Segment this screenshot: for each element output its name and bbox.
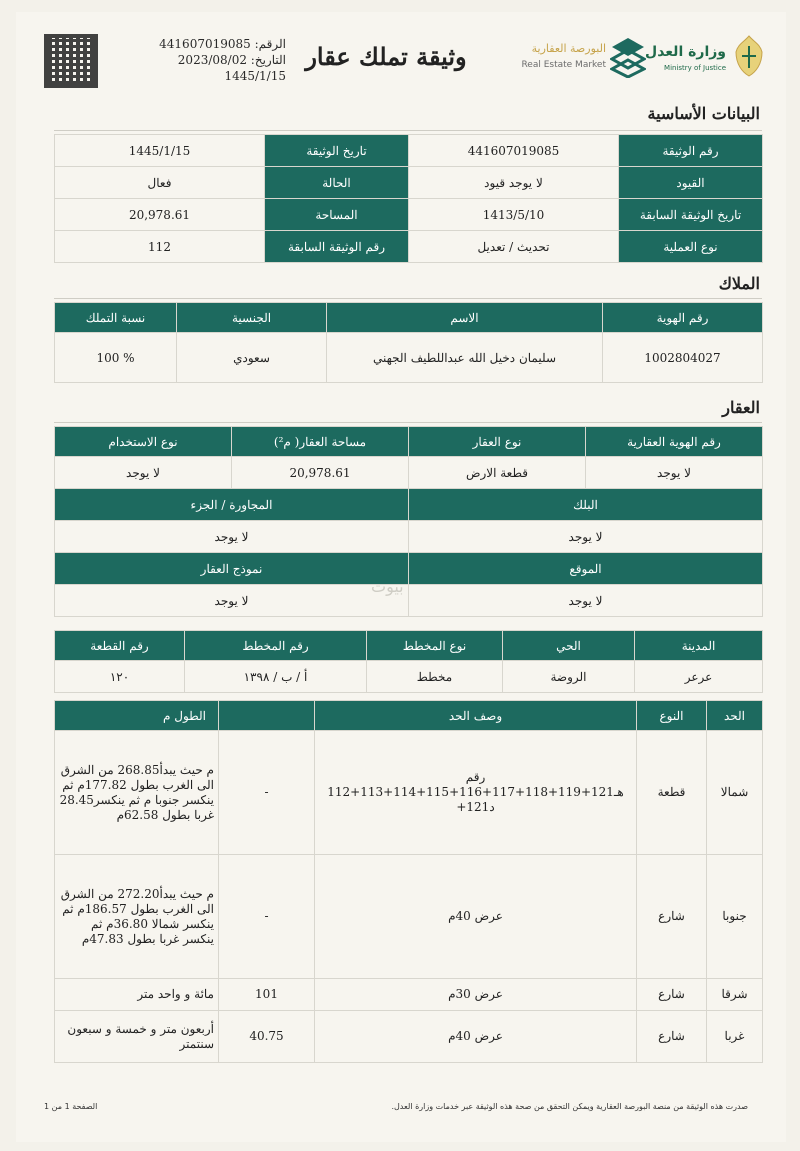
bound-description: عرض 40م (315, 1011, 637, 1063)
market-name-ar: البورصة العقارية (531, 42, 606, 55)
basic-data-table (54, 134, 763, 263)
nationality-value: سعودي (177, 333, 327, 383)
table-row (55, 521, 763, 553)
bound-length-header-blank (219, 701, 315, 731)
moj-name-ar: وزارة العدل (645, 44, 726, 60)
document-date-gregorian: 2023/08/02 (177, 53, 247, 67)
table-row (55, 661, 763, 693)
table-header-row (55, 553, 763, 585)
restrictions-value: لا يوجد قيود (409, 167, 619, 199)
moj-name-en: Ministry of Justice (664, 64, 726, 72)
real-estate-market-logo (516, 34, 646, 84)
table-row (55, 1011, 763, 1063)
divider (54, 422, 762, 423)
document-header (16, 12, 786, 102)
operation-type-value: تحديث / تعديل (409, 231, 619, 263)
document-date-label: تاريخ الوثيقة (265, 135, 409, 167)
plan-number-header: رقم المخطط (185, 631, 367, 661)
owners-table (54, 302, 763, 383)
bound-length-detail: م حيث يبدأ272.20 من الشرق الى الغرب بطول 186.57م ثم ينكسر شمالا 36.80م ثم ينكسر غربا بطول 47.83م (55, 855, 219, 979)
usage-type-header: نوع الاستخدام (55, 427, 232, 457)
bound-length: 101 (219, 979, 315, 1011)
table-row (55, 135, 763, 167)
neighborhood-part-header: المجاورة / الجزء (55, 489, 409, 521)
table-row (55, 979, 763, 1011)
bound-side: غربا (707, 1011, 763, 1063)
market-mark-icon (610, 36, 646, 78)
bound-type: شارع (637, 855, 707, 979)
bound-length: - (219, 731, 315, 855)
previous-document-number-label: رقم الوثيقة السابقة (265, 231, 409, 263)
property-type-value: قطعة الارض (409, 457, 586, 489)
previous-document-date-value: 1413/5/10 (409, 199, 619, 231)
bound-side: شرقا (707, 979, 763, 1011)
table-row (55, 231, 763, 263)
property-id-header: رقم الهوية العقارية (586, 427, 763, 457)
table-header-row (55, 701, 763, 731)
qr-code (44, 34, 98, 88)
table-row (55, 167, 763, 199)
bound-side: شمالا (707, 731, 763, 855)
status-value: فعال (55, 167, 265, 199)
bound-length-detail: م حيث يبدأ268.85 من الشرق الى الغرب بطول 177.82م ثم ينكسر جنوبا م ثم ينكسر28.45 غربا بطول 62.58م (55, 731, 219, 855)
property-type-header: نوع العقار (409, 427, 586, 457)
divider (54, 130, 762, 131)
property-id-value: لا يوجد (586, 457, 763, 489)
property-area-header: مساحة العقار( م²) (232, 427, 409, 457)
table-row (55, 585, 763, 617)
area-value: 20,978.61 (55, 199, 265, 231)
bound-description-header: وصف الحد (315, 701, 637, 731)
property-area-value: 20,978.61 (232, 457, 409, 489)
bound-type: قطعة (637, 731, 707, 855)
document-page (16, 12, 786, 1142)
location-header: الموقع (409, 553, 763, 585)
document-number-label: رقم الوثيقة (619, 135, 763, 167)
property-model-header: نموذج العقار (55, 553, 409, 585)
status-label: الحالة (265, 167, 409, 199)
location-value: لا يوجد (409, 585, 763, 617)
owner-id-value: 1002804027 (603, 333, 763, 383)
usage-type-value: لا يوجد (55, 457, 232, 489)
previous-document-date-label: تاريخ الوثيقة السابقة (619, 199, 763, 231)
page-title: وثيقة تملك عقار (305, 42, 467, 71)
plan-type-value: مخطط (367, 661, 503, 693)
owners-section-title: الملاك (718, 274, 760, 293)
table-row (55, 333, 763, 383)
table-header-row (55, 489, 763, 521)
owner-name-header: الاسم (327, 303, 603, 333)
document-date-value: 1445/1/15 (55, 135, 265, 167)
document-meta (136, 36, 286, 84)
bound-description: عرض 30م (315, 979, 637, 1011)
number-label: الرقم: (254, 37, 286, 51)
property-section-title: العقار (722, 398, 760, 417)
document-date-hijri: 1445/1/15 (224, 69, 286, 83)
watermark: بيوت (371, 577, 404, 596)
bound-side: جنوبا (707, 855, 763, 979)
ownership-ratio-header: نسبة التملك (55, 303, 177, 333)
plan-type-header: نوع المخطط (367, 631, 503, 661)
bound-description: عرض 40م (315, 855, 637, 979)
neighborhood-part-value: لا يوجد (55, 521, 409, 553)
bound-length: - (219, 855, 315, 979)
owner-name-value: سليمان دخيل الله عبداللطيف الجهني (327, 333, 603, 383)
market-name-en: Real Estate Market (521, 60, 606, 70)
owner-id-header: رقم الهوية (603, 303, 763, 333)
footer-note: صدرت هذه الوثيقة من منصة البورصة العقارية ويمكن التحقق من صحة هذه الوثيقة عبر خدمات وزارة العدل. (391, 1102, 748, 1111)
table-row (55, 731, 763, 855)
bound-length: 40.75 (219, 1011, 315, 1063)
page-number: الصفحة 1 من 1 (44, 1102, 98, 1111)
boundaries-table (54, 700, 763, 1063)
bound-type: شارع (637, 979, 707, 1011)
ownership-ratio-value: 100 % (55, 333, 177, 383)
operation-type-label: نوع العملية (619, 231, 763, 263)
table-row (55, 199, 763, 231)
previous-document-number-value: 112 (55, 231, 265, 263)
bound-type-header: النوع (637, 701, 707, 731)
ministry-of-justice-logo (645, 30, 766, 86)
plan-number-value: أ / ب / ١٣٩٨ (185, 661, 367, 693)
table-header-row (55, 303, 763, 333)
block-value: لا يوجد (409, 521, 763, 553)
city-value: عرعر (635, 661, 763, 693)
plot-number-header: رقم القطعة (55, 631, 185, 661)
plot-number-value: ١٢٠ (55, 661, 185, 693)
document-number: 441607019085 (159, 37, 251, 51)
divider (54, 298, 762, 299)
table-row (55, 457, 763, 489)
area-label: المساحة (265, 199, 409, 231)
moj-emblem-icon (732, 34, 766, 78)
property-table (54, 426, 763, 617)
table-header-row (55, 427, 763, 457)
block-header: البلك (409, 489, 763, 521)
property-model-value: لا يوجد (55, 585, 409, 617)
document-number-value: 441607019085 (409, 135, 619, 167)
bound-length-header: الطول م (55, 701, 219, 731)
date-label: التاريخ: (250, 53, 286, 67)
plan-table (54, 630, 763, 693)
bound-description: رقم هـ121+119+118+117+116+115+114+113+112 د121+ (315, 731, 637, 855)
district-header: الحي (503, 631, 635, 661)
restrictions-label: القيود (619, 167, 763, 199)
district-value: الروضة (503, 661, 635, 693)
bound-type: شارع (637, 1011, 707, 1063)
table-row (55, 855, 763, 979)
side-header: الحد (707, 701, 763, 731)
nationality-header: الجنسية (177, 303, 327, 333)
bound-length-detail: مائة و واحد متر (55, 979, 219, 1011)
city-header: المدينة (635, 631, 763, 661)
bound-length-detail: أربعون متر و خمسة و سبعون سنتمتر (55, 1011, 219, 1063)
basic-section-title: البيانات الأساسية (647, 104, 760, 123)
table-header-row (55, 631, 763, 661)
